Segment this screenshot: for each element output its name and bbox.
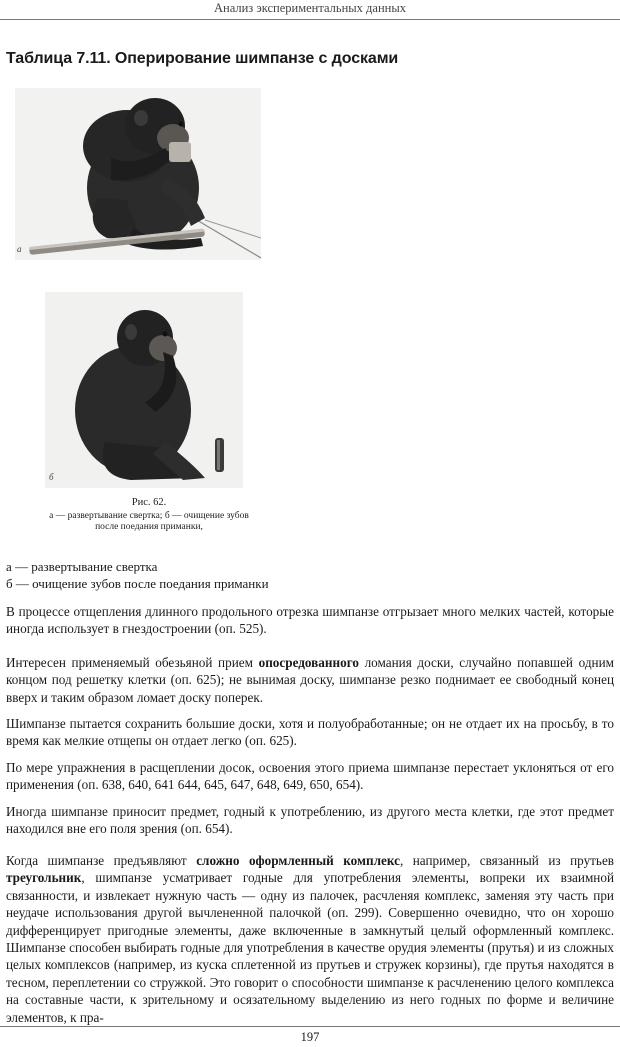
paragraph-6 xyxy=(6,852,614,1026)
paragraph-6-emphasis-2: треугольник xyxy=(6,870,82,886)
page-number: 197 xyxy=(300,1030,320,1044)
chimpanzee-unrolling-illustration xyxy=(15,88,261,260)
paragraph-6-emphasis-1: сложно оформленный комплекс xyxy=(196,853,400,868)
legend-item-b: б — очищение зубов после поедания приманки xyxy=(6,576,269,591)
chimpanzee-cleaning-teeth-illustration xyxy=(45,292,243,488)
figure-a-photo xyxy=(15,88,261,260)
legend-item-a: а — развертывание свертка xyxy=(6,559,158,574)
figure-a-letter: а xyxy=(17,244,22,254)
figure-caption-number: Рис. 62. xyxy=(131,497,167,508)
header-rule xyxy=(0,19,620,20)
paragraph-2-emphasis: опосредованного xyxy=(258,655,359,670)
figure-b-photo xyxy=(45,292,243,488)
footer-rule xyxy=(0,1026,620,1027)
paragraph-2-text-start: Интересен применяемый обезьяной прием xyxy=(6,655,259,670)
figure-legend xyxy=(6,558,269,592)
figure-caption-line-1: а — развертывание свертка; б — очищение зубов xyxy=(49,511,249,521)
paragraph-5: Иногда шимпанзе приносит предмет, годный к употреблению, из другого места клетки, где этот предмет находился вне его поля зрения (оп. 654). xyxy=(6,804,614,837)
figure-caption xyxy=(20,497,278,533)
table-title: Таблица 7.11. Оперирование шимпанзе с досками xyxy=(6,50,399,67)
paragraph-3: Шимпанзе пытается сохранить большие доски, хотя и полуобработанные; он не отдает их на просьбу, в то время как мелкие отщепы он отдает легко (оп. 625). xyxy=(6,716,614,749)
paragraph-6-text-e: , шимпанзе усматривает годные для употребления элементы, вопреки их взаимной связанности, и извлекает нужную часть — одну из палочек, расчленяя комплекс, заменяя эту часть при неудаче использования другой вычлененной палочкой (оп. 299). Совершенно очевидно, что он хорошо дифференцирует пригодные элементы, даже включенные в замкнутый целый оформленный комплекс. Шимпанзе способен выбирать годные для употребления в качестве орудия элементы (прутья) и из сложных целых комплексов (например, из куска сплетенной из прутьев и стружек корзины), где прутья находятся в тесном, переплетении со стружкой. Это говорит о способности шимпанзе к расчленению целого комплекса на составные части, к зрительному и осязательному выделению из него годных по форме и величине элементов, к пра- xyxy=(6,870,614,1025)
paragraph-4: По мере упражнения в расщеплении досок, освоения этого приема шимпанзе перестает уклоняться от его применения (оп. 638, 640, 641 644, 645, 647, 648, 649, 650, 654). xyxy=(6,760,614,793)
paragraph-6-text-a: Когда шимпанзе предъявляют xyxy=(6,853,197,868)
figure-b-letter: б xyxy=(49,472,54,482)
paragraph-6-text-c: , например, связанный из прутьев xyxy=(399,853,615,868)
figure-caption-line-2: после поедания приманки, xyxy=(95,522,203,532)
paragraph-2-text-end: ломания доски, случайно попавшей одним концом под решетку клетки (оп. 625); не вынимая доску, шимпанзе резко поднимает ее свободный конец вверх и таким образом ломает доску поперек. xyxy=(6,655,614,705)
running-head: Анализ экспериментальных данных xyxy=(214,1,406,15)
paragraph-2 xyxy=(6,654,614,706)
paragraph-1: В процессе отщепления длинного продольного отрезка шимпанзе отгрызает много мелких частей, которые иногда использует в гнездостроении (оп. 525). xyxy=(6,604,614,637)
